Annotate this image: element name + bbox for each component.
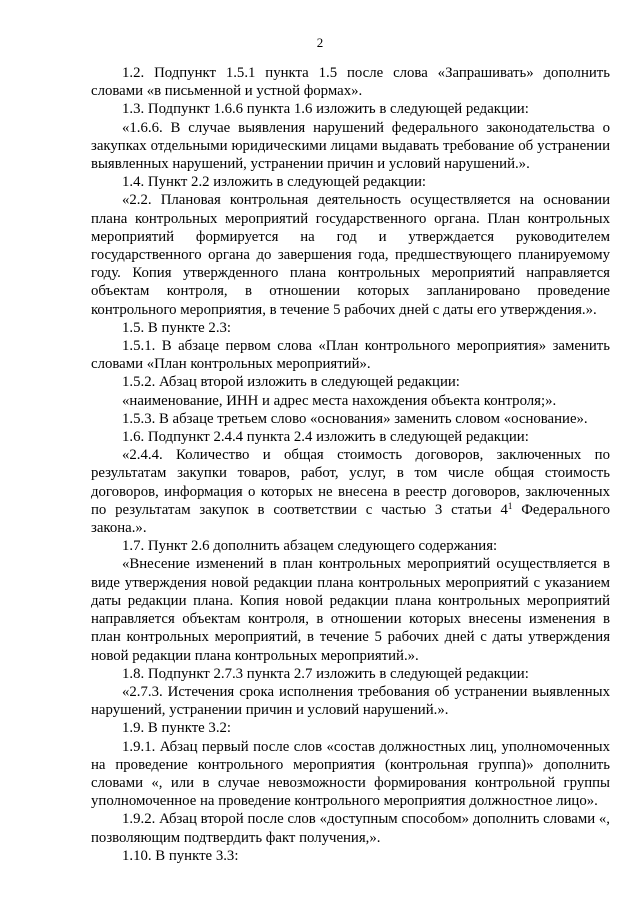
paragraph-1-7: 1.7. Пункт 2.6 дополнить абзацем следующего содержания: xyxy=(122,538,498,555)
quote-1-6-6: «1.6.6. В случае выявления нарушений федерального законодательства о закупках отдельными юридическими лицами выдавать требование об устранении выявленных нарушений, устранении причин и условий нарушений.». xyxy=(91,119,610,173)
paragraph-1-6: 1.6. Подпункт 2.4.4 пункта 2.4 изложить в следующей редакции: xyxy=(122,429,529,446)
paragraph-1-3: 1.3. Подпункт 1.6.6 пункта 1.6 изложить в следующей редакции: xyxy=(122,101,529,118)
paragraph-1-5-1: 1.5.1. В абзаце первом слова «План контрольного мероприятия» заменить словами «План контрольных мероприятий». xyxy=(91,338,610,373)
quote-abzac-2: «наименование, ИНН и адрес места нахождения объекта контроля;». xyxy=(122,392,557,409)
quote-2-7-3: «2.7.3. Истечения срока исполнения требования об устранении выявленных нарушений, устранении причин и условий нарушений.». xyxy=(91,683,610,719)
quote-new-abzac-2-6: «Внесение изменений в план контрольных мероприятий осуществляется в виде утверждения новой редакции плана контрольных мероприятий с указанием даты редакции плана. Копия новой редакции плана контрольных мероприятий направляется объектам контроля, в отношении которых внесены изменения в план контрольных мероприятий, в течение 5 рабочих дней с даты утверждения новой редакции плана контрольных мероприятий.». xyxy=(91,556,610,664)
quote-2-4-4-text: «2.4.4. Количество и общая стоимость договоров, заключенных по результатам закупки товаров, работ, услуг, в том числе общая стоимость договоров, информация о которых не внесена в реестр договоров, заключенных по результатам закупок в соответствии с частью 3 статьи 4 xyxy=(91,447,610,518)
paragraph-1-9: 1.9. В пункте 3.2: xyxy=(122,720,232,737)
document-body xyxy=(91,64,610,865)
paragraph-1-5-2: 1.5.2. Абзац второй изложить в следующей редакции: xyxy=(122,374,460,391)
quote-2-4-4-ending: Федерального закона.». xyxy=(91,501,610,537)
quote-2-4-4 xyxy=(91,446,610,537)
paragraph-1-9-2: 1.9.2. Абзац второй после слов «доступным способом» дополнить словами «, позволяющим подтвердить факт получения,». xyxy=(91,811,610,846)
paragraph-1-2: 1.2. Подпункт 1.5.1 пункта 1.5 после слова «Запрашивать» дополнить словами «в письменной и устной формах». xyxy=(91,65,610,100)
quote-2-2: «2.2. Плановая контрольная деятельность осуществляется на основании плана контрольных мероприятий государственного органа. План контрольных мероприятий формируется на год и утверждается руководителем государственного органа до завершения года, предшествующего планируемому году. Копия утвержденного плана контрольных мероприятий направляется объектам контроля, в отношении которых запланировано проведение контрольного мероприятия, в течение 5 рабочих дней с даты его утверждения.». xyxy=(91,192,610,318)
page-number: 2 xyxy=(316,35,324,50)
paragraph-1-8: 1.8. Подпункт 2.7.3 пункта 2.7 изложить в следующей редакции: xyxy=(122,665,529,682)
paragraph-1-5-3: 1.5.3. В абзаце третьем слово «основания» заменить словом «основание». xyxy=(122,410,588,427)
paragraph-1-9-1: 1.9.1. Абзац первый после слов «состав должностных лиц, уполномоченных на проведение контрольного мероприятия (контрольная группа)» дополнить словами «, или в случае невозможности формирования контрольной группы уполномоченное на проведение контрольного мероприятия должностное лицо». xyxy=(91,738,610,810)
paragraph-1-4: 1.4. Пункт 2.2 изложить в следующей редакции: xyxy=(122,174,426,191)
paragraph-1-10: 1.10. В пункте 3.3: xyxy=(122,847,239,864)
article-superscript: 1 xyxy=(507,500,513,511)
paragraph-1-5: 1.5. В пункте 2.3: xyxy=(122,319,232,336)
